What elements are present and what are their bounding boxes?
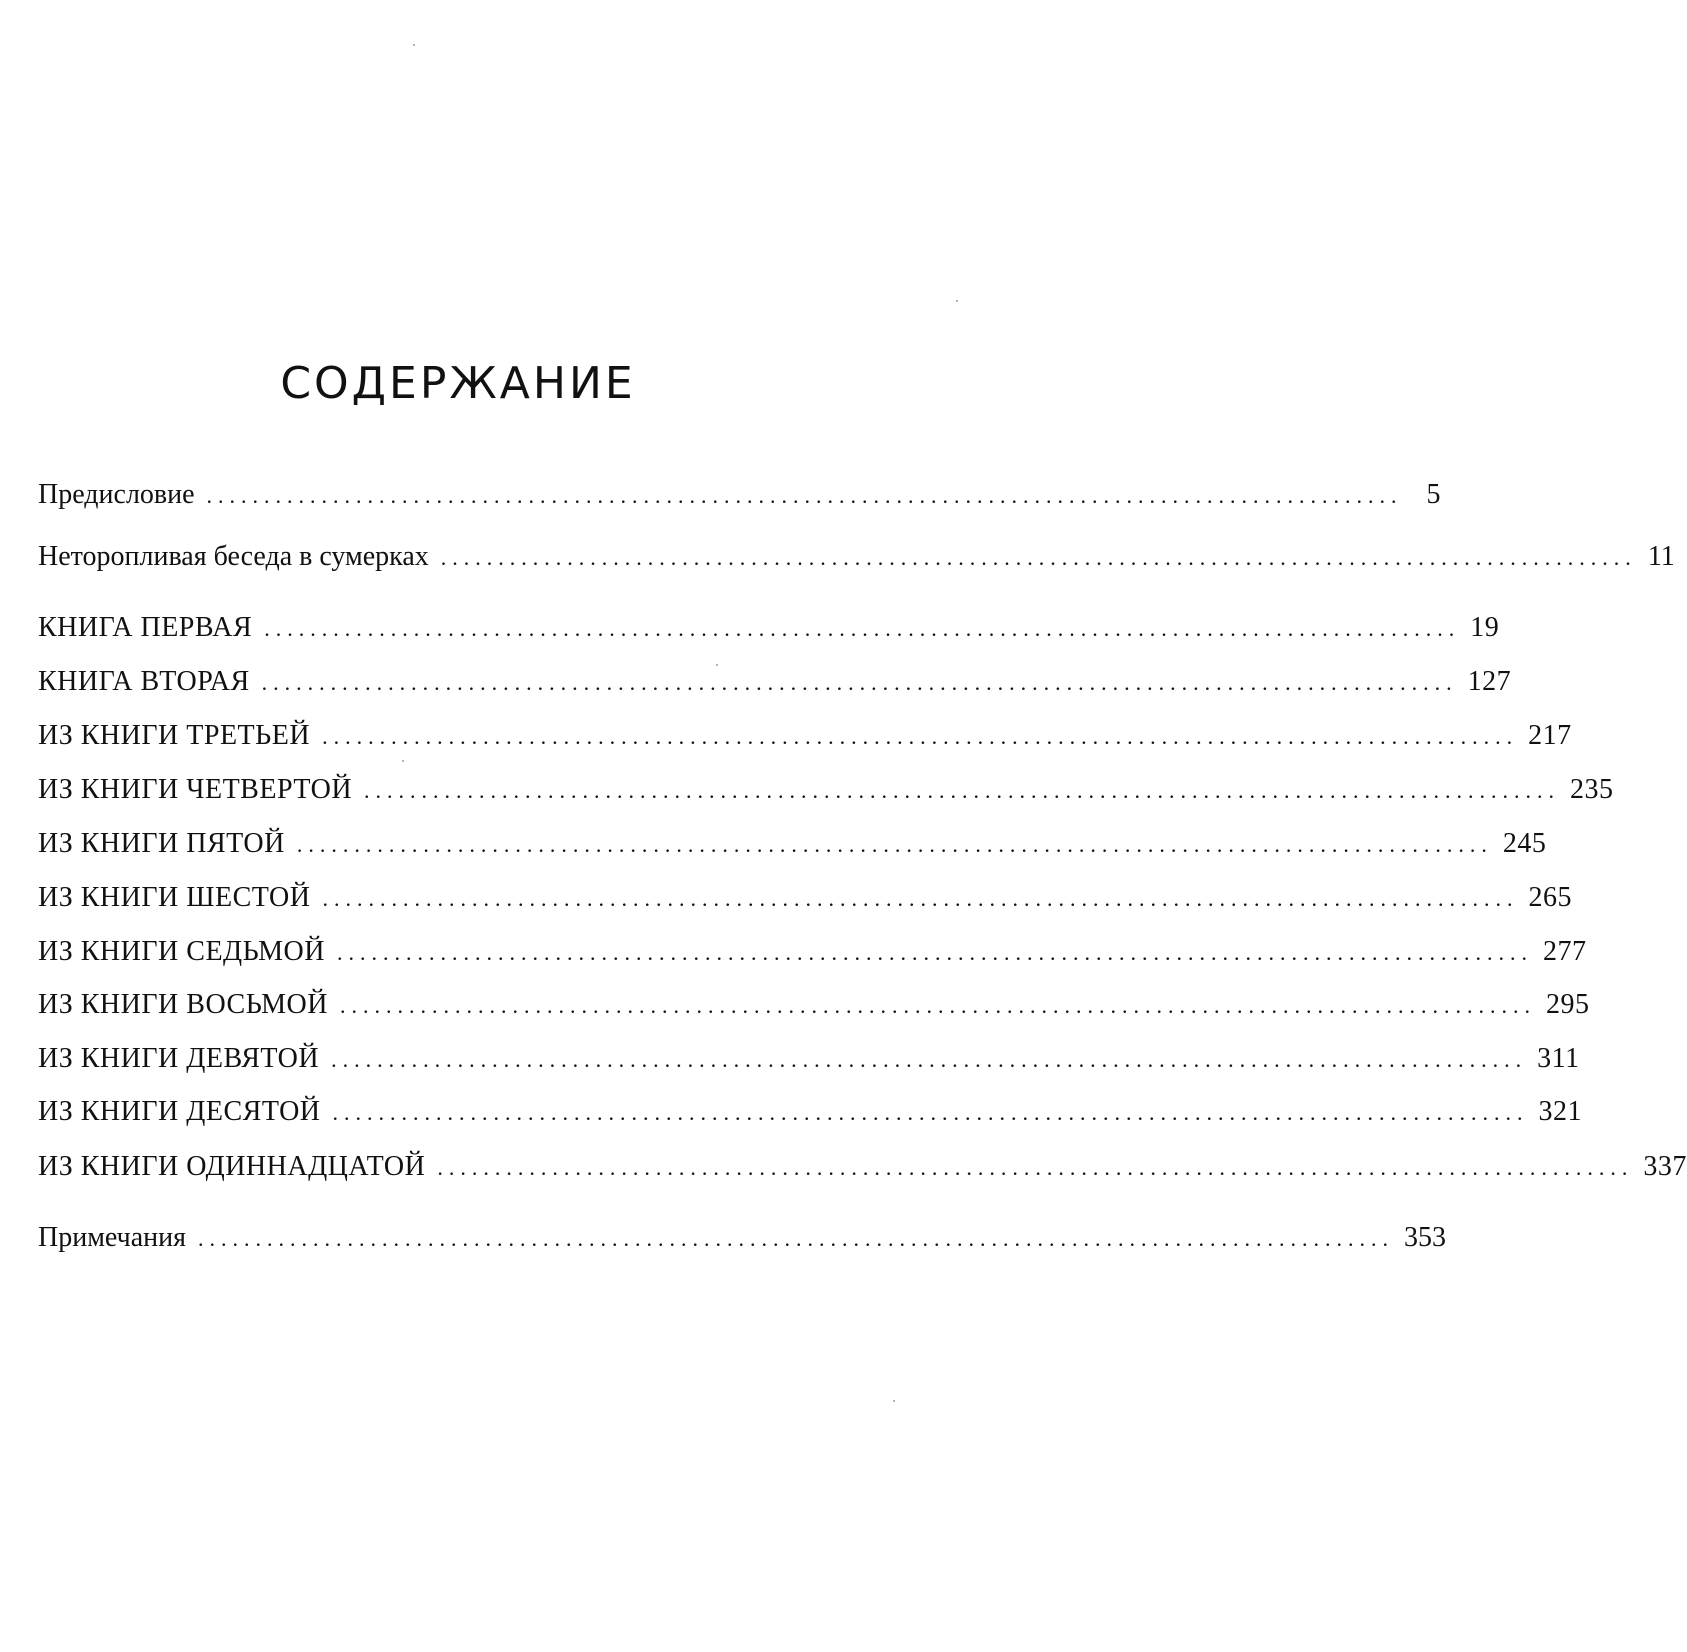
table-of-contents <box>38 0 1687 1652</box>
paper-speck <box>893 1400 895 1402</box>
toc-entry-notes <box>38 1222 1447 1253</box>
toc-entry-page-number: 337 <box>1643 1151 1687 1182</box>
toc-entry-page-number: 19 <box>1470 612 1500 643</box>
toc-entry-book-9 <box>38 1043 1580 1074</box>
dot-leader: ........................................................................................................ <box>332 1100 1529 1125</box>
toc-entry-book-4 <box>38 774 1614 805</box>
toc-entry-book-10 <box>38 1096 1583 1127</box>
paper-speck <box>413 44 415 46</box>
dot-leader: ........................................................................................................ <box>322 724 1519 749</box>
toc-entry-book-2 <box>38 666 1512 697</box>
toc-entry-page-number: 277 <box>1542 936 1587 967</box>
toc-entry-book-3 <box>38 720 1572 751</box>
toc-entry-label: ИЗ КНИГИ ПЯТОЙ <box>38 828 285 859</box>
dot-leader: ........................................................................................................ <box>322 886 1519 911</box>
page-title: СОДЕРЖАНИЕ <box>280 358 636 409</box>
toc-entry-label: ИЗ КНИГИ ОДИННАДЦАТОЙ <box>38 1151 426 1182</box>
toc-entry-page-number: 5 <box>1426 479 1441 510</box>
toc-entry-page-number: 353 <box>1404 1222 1447 1253</box>
toc-entry-label: Примечания <box>38 1222 187 1253</box>
toc-entry-book-11 <box>38 1151 1687 1182</box>
toc-entry-book-7 <box>38 936 1587 967</box>
dot-leader: ........................................................................................................ <box>339 993 1536 1018</box>
toc-entry-book-5 <box>38 828 1547 859</box>
toc-entry-page-number: 311 <box>1537 1043 1580 1074</box>
toc-entry-label: Неторопливая беседа в сумерках <box>38 541 429 572</box>
toc-entry-label: КНИГА ПЕРВАЯ <box>38 612 253 643</box>
dot-leader: ........................................................................................................ <box>440 545 1637 570</box>
toc-entry-preface <box>38 479 1441 510</box>
dot-leader: ........................................................................................................ <box>261 670 1458 695</box>
dot-leader: ........................................................................................................ <box>264 616 1461 641</box>
toc-entry-page-number: 11 <box>1647 541 1675 572</box>
toc-entry-book-8 <box>38 989 1590 1020</box>
toc-entry-label: ИЗ КНИГИ ДЕСЯТОЙ <box>38 1096 321 1127</box>
toc-entry-label: ИЗ КНИГИ ШЕСТОЙ <box>38 882 311 913</box>
dot-leader: ........................................................................................................ <box>198 1226 1395 1251</box>
toc-entry-page-number: 235 <box>1570 774 1614 805</box>
toc-entry-page-number: 245 <box>1502 828 1547 859</box>
paper-speck <box>402 760 404 762</box>
dot-leader: ........................................................................................................ <box>336 940 1533 965</box>
toc-entry-label: ИЗ КНИГИ ТРЕТЬЕЙ <box>38 720 311 751</box>
paper-speck <box>716 664 718 666</box>
toc-entry-page-number: 265 <box>1528 882 1572 913</box>
toc-entry-page-number: 321 <box>1538 1096 1583 1127</box>
toc-entry-label: Предисловие <box>38 479 195 510</box>
dot-leader: ........................................................................................................ <box>206 483 1403 508</box>
toc-entry-page-number: 217 <box>1528 720 1572 751</box>
dot-leader: ........................................................................................................ <box>437 1155 1634 1180</box>
dot-leader: ........................................................................................................ <box>364 778 1561 803</box>
toc-entry-page-number: 295 <box>1545 989 1590 1020</box>
toc-entry-label: ИЗ КНИГИ СЕДЬМОЙ <box>38 936 325 967</box>
paper-speck <box>956 300 958 302</box>
toc-entry-book-6 <box>38 882 1572 913</box>
dot-leader: ........................................................................................................ <box>296 832 1493 857</box>
toc-entry-page-number: 127 <box>1467 666 1512 697</box>
toc-entry-label: КНИГА ВТОРАЯ <box>38 666 250 697</box>
toc-entry-book-1 <box>38 612 1500 643</box>
toc-entry-twilight-conversation <box>38 541 1675 572</box>
dot-leader: ........................................................................................................ <box>331 1047 1528 1072</box>
toc-entry-label: ИЗ КНИГИ ЧЕТВЕРТОЙ <box>38 774 353 805</box>
toc-entry-label: ИЗ КНИГИ ДЕВЯТОЙ <box>38 1043 320 1074</box>
toc-entry-label: ИЗ КНИГИ ВОСЬМОЙ <box>38 989 328 1020</box>
